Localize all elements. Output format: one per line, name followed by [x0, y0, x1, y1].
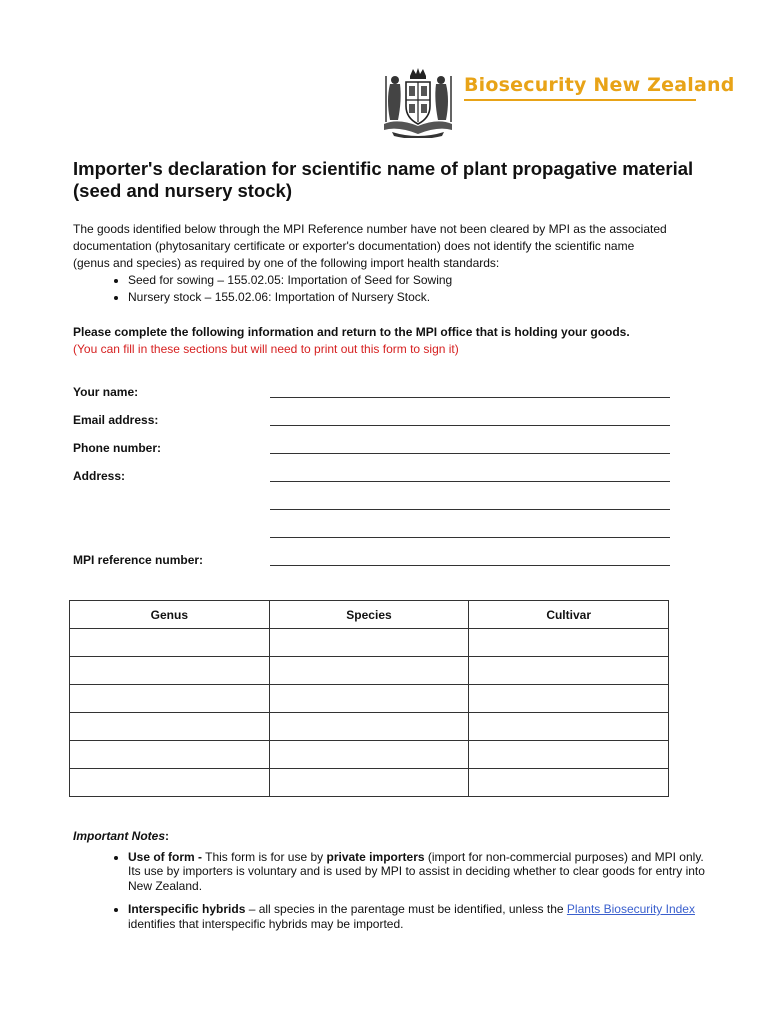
- note-hybrids-text-2: identifies that interspecific hybrids may be imported.: [128, 916, 404, 931]
- note-use-of-form: [128, 850, 713, 894]
- page-title: Importer's declaration for scientific name of plant propagative material (seed and nursery stock): [73, 158, 694, 201]
- cultivar-cell[interactable]: [469, 769, 669, 797]
- instruction-text: Please complete the following information and return to the MPI office that is holding your goods.: [73, 325, 630, 339]
- cultivar-cell[interactable]: [469, 629, 669, 657]
- cultivar-cell[interactable]: [469, 657, 669, 685]
- species-cell[interactable]: [269, 685, 469, 713]
- table-row: [70, 685, 669, 713]
- intro-section: [73, 221, 673, 306]
- cultivar-cell[interactable]: [469, 741, 669, 769]
- genus-cell[interactable]: [70, 741, 270, 769]
- table-row: [70, 769, 669, 797]
- intro-paragraph: The goods identified below through the MPI Reference number have not been cleared by MPI as the associated documentation (phytosanitary certificate or exporter's documentation) does not identify the scientific name (genus and species) as required by one of the following import health standards:: [73, 222, 667, 270]
- table-row: [70, 657, 669, 685]
- genus-cell[interactable]: [70, 657, 270, 685]
- notes-heading: [73, 829, 713, 844]
- note-use-of-form-text-2: (import for non-commercial purposes) and MPI only. Its use by importers is voluntary and is used by MPI to assist in deciding whether to clear goods for entry into New Zealand.: [128, 849, 705, 893]
- cultivar-cell[interactable]: [469, 685, 669, 713]
- email-field[interactable]: [270, 425, 670, 426]
- instruction-section: [73, 324, 713, 358]
- plant-names-table: [69, 600, 669, 797]
- note-hybrids-title: Interspecific hybrids: [128, 902, 246, 916]
- address-field-line-3[interactable]: [270, 537, 670, 538]
- table-row: [70, 741, 669, 769]
- species-cell[interactable]: [269, 741, 469, 769]
- genus-header: Genus: [70, 601, 270, 629]
- genus-cell[interactable]: [70, 629, 270, 657]
- genus-cell[interactable]: [70, 769, 270, 797]
- nz-coat-of-arms-icon: [378, 66, 458, 138]
- notes-heading-colon: :: [165, 829, 170, 843]
- standard-item-seed: • Seed for sowing – 155.02.05: Importation of Seed for Sowing: [128, 272, 673, 289]
- phone-label: Phone number:: [73, 441, 162, 455]
- cultivar-cell[interactable]: [469, 713, 669, 741]
- note-use-of-form-title: Use of form -: [128, 849, 203, 864]
- species-cell[interactable]: [269, 769, 469, 797]
- brand-name: Biosecurity New Zealand: [464, 74, 735, 96]
- brand-underline: [464, 99, 696, 101]
- species-header: Species: [269, 601, 469, 629]
- cultivar-header: Cultivar: [469, 601, 669, 629]
- notes-list: [73, 850, 713, 932]
- address-field-line-1[interactable]: [270, 481, 670, 482]
- important-notes-section: [73, 829, 713, 940]
- instruction-note: (You can fill in these sections but will need to print out this form to sign it): [73, 342, 459, 356]
- species-cell[interactable]: [269, 629, 469, 657]
- table-row: [70, 629, 669, 657]
- header: [378, 66, 735, 138]
- address-label: Address:: [73, 469, 126, 483]
- note-private-importers: private importers: [326, 849, 425, 864]
- address-field-line-2[interactable]: [270, 509, 670, 510]
- plants-biosecurity-index-link[interactable]: Plants Biosecurity Index: [566, 902, 695, 916]
- table-row: [70, 713, 669, 741]
- standard-item-nursery: • Nursery stock – 155.02.06: Importation of Nursery Stock.: [128, 289, 673, 306]
- species-cell[interactable]: [269, 657, 469, 685]
- your-name-label: Your name:: [73, 385, 139, 399]
- genus-cell[interactable]: [70, 685, 270, 713]
- your-name-field[interactable]: [270, 397, 670, 398]
- species-cell[interactable]: [269, 713, 469, 741]
- table-header-row: [70, 601, 669, 629]
- genus-cell[interactable]: [70, 713, 270, 741]
- standards-list: [73, 272, 673, 306]
- phone-field[interactable]: [270, 453, 670, 454]
- notes-heading-text: Important Notes: [73, 829, 166, 843]
- mpi-reference-label: MPI reference number:: [73, 553, 204, 567]
- email-label: Email address:: [73, 413, 159, 427]
- mpi-reference-field[interactable]: [270, 565, 670, 566]
- note-interspecific-hybrids: [128, 902, 713, 931]
- note-hybrids-text: – all species in the parentage must be identified, unless the: [245, 902, 567, 916]
- note-use-of-form-text: This form is for use by: [202, 849, 327, 864]
